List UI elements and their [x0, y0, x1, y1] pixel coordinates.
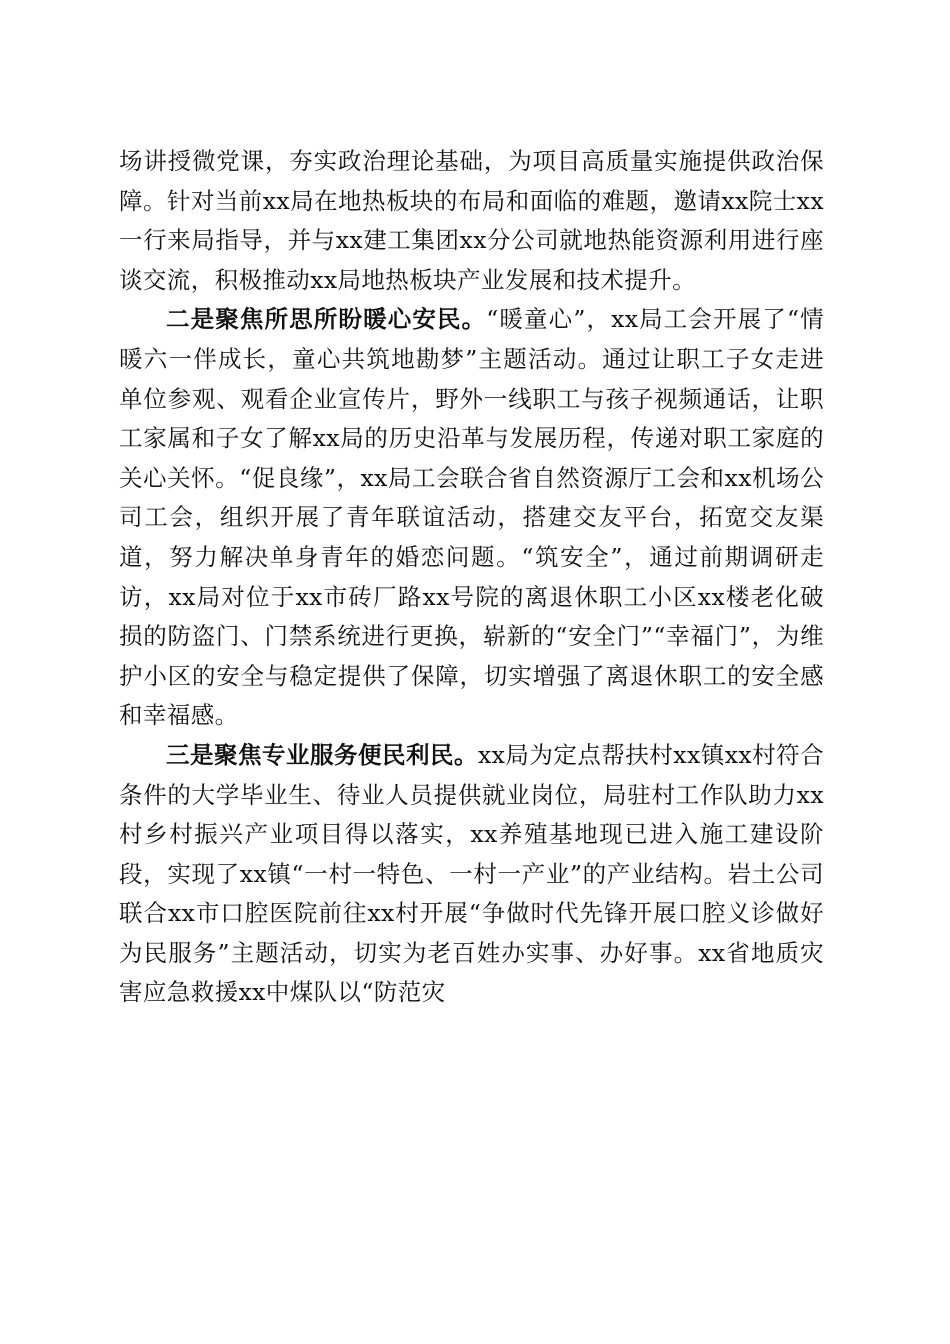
paragraph-3-heading: 三是聚焦专业服务便民利民。: [166, 740, 478, 769]
paragraph-warm-hearts: [119, 300, 824, 736]
paragraph-2-text: “暖童心”，xx局工会开展了“情暖六一伴成长，童心共筑地勘梦”主题活动。通过让职工子女走进单位参观、观看企业宣传片，野外一线职工与孩子视频通话，让职工家属和子女了解xx局的历史沿革与发展历程，传递对职工家庭的关心关怀。“促良缘”，xx局工会联合省自然资源厅工会和xx机场公司工会，组织开展了青年联谊活动，搭建交友平台，拓宽交友渠道，努力解决单身青年的婚恋问题。“筑安全”，通过前期调研走访，xx局对位于xx市砖厂路xx号院的离退休职工小区xx楼老化破损的防盗门、门禁系统进行更换，崭新的“安全门”“幸福门”，为维护小区的安全与稳定提供了保障，切实增强了离退休职工的安全感和幸福感。: [119, 305, 825, 730]
paragraph-1-text: 场讲授微党课，夯实政治理论基础，为项目高质量实施提供政治保障。针对当前xx局在地热板块的布局和面临的难题，邀请xx院士xx一行来局指导，并与xx建工集团xx分公司就地热能资源利用进行座谈交流，积极推动xx局地热板块产业发展和技术提升。: [119, 147, 824, 294]
paragraph-3-text: xx局为定点帮扶村xx镇xx村符合条件的大学毕业生、待业人员提供就业岗位，局驻村工作队助力xx村乡村振兴产业项目得以落实，xx养殖基地现已进入施工建设阶段，实现了xx镇“一村一特色、一村一产业”的产业结构。岩土公司联合xx市口腔医院前往xx村开展“争做时代先锋开展口腔义诊做好为民服务”主题活动，切实为老百姓办实事、办好事。xx省地质灾害应急救援xx中煤队以“防范灾: [119, 740, 824, 1007]
paragraph-2-heading: 二是聚焦所思所盼暖心安民。: [166, 305, 487, 334]
paragraph-professional-service: [119, 736, 824, 1013]
paragraph-continuation: [119, 142, 824, 300]
